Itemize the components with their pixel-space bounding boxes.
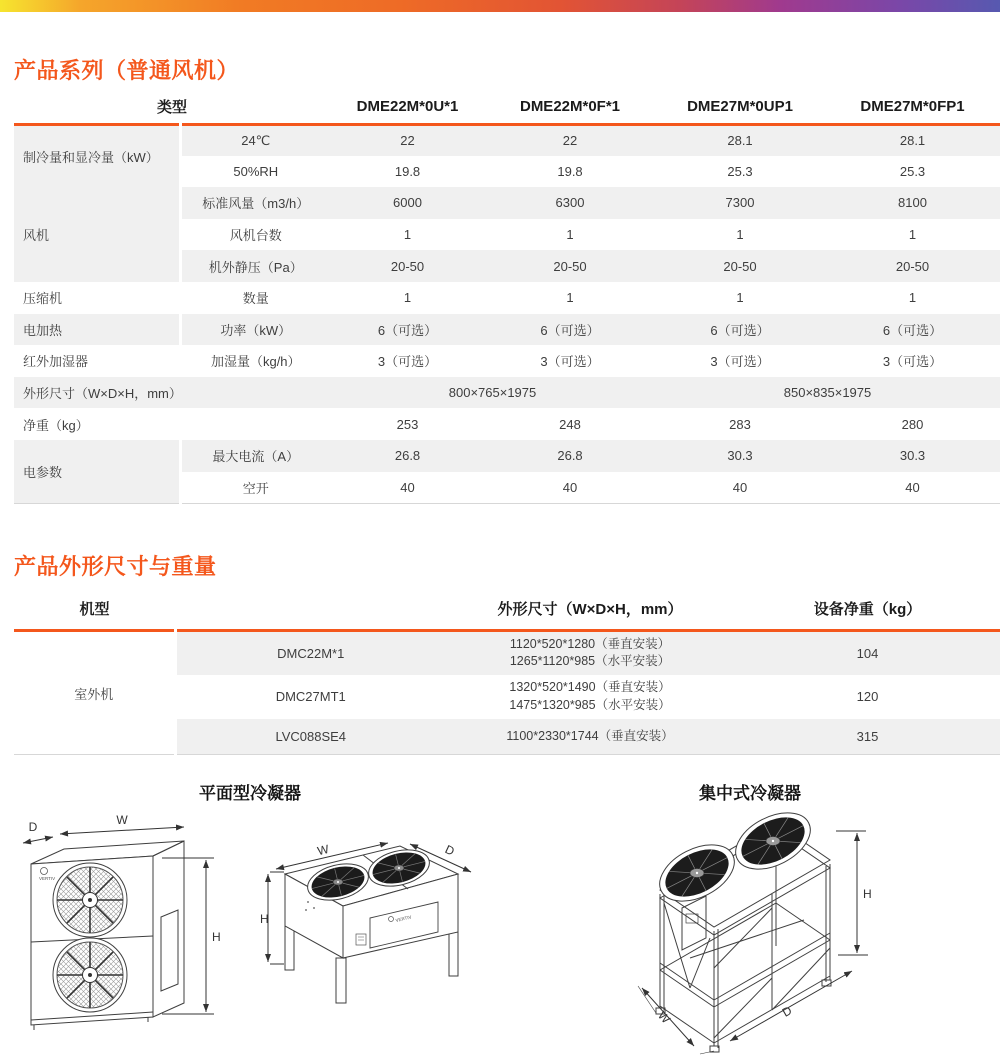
value-cell: 22	[330, 124, 485, 156]
sub-cell: 机外静压（Pa）	[180, 250, 330, 282]
column-header-net-weight: 设备净重（kg）	[813, 601, 922, 619]
value-cell: 40	[400, 479, 415, 495]
value-cell: 1	[566, 290, 574, 306]
value-cell: 30.3	[825, 440, 1000, 472]
model-cell: DMC27MT1	[175, 675, 445, 719]
value-cell: 1	[566, 227, 574, 243]
table-row	[14, 377, 1000, 409]
group-cell: 压缩机	[23, 291, 63, 307]
table-row	[14, 408, 1000, 440]
value-cell: 26.8	[330, 440, 485, 472]
table-row	[14, 124, 1000, 156]
column-header-dimensions: 外形尺寸（W×D×H，mm）	[497, 601, 683, 619]
value-cell: 20-50	[330, 250, 485, 282]
dim-label-h: H	[863, 887, 872, 902]
table-row	[14, 631, 1000, 675]
value-cell: 19.8	[557, 163, 583, 179]
value-cell: 6300	[485, 187, 655, 219]
sub-cell: 加湿量（kg/h）	[180, 345, 330, 377]
value-cell: 3（可选）	[710, 354, 770, 370]
dim-label-d: D	[779, 1003, 795, 1020]
sub-cell: 功率（kW）	[180, 314, 330, 346]
value-cell: 6（可选）	[825, 314, 1000, 346]
weight-cell: 120	[856, 689, 879, 705]
group-cell-outdoor-unit: 室外机	[74, 686, 114, 702]
sub-cell: 风机台数	[180, 219, 330, 251]
value-cell: 6（可选）	[655, 314, 825, 346]
table-row	[14, 282, 1000, 314]
sub-cell: 空开	[180, 472, 330, 504]
value-cell: 28.1	[825, 124, 1000, 156]
group-cell: 风机	[14, 187, 180, 282]
dim-label-w: W	[654, 1008, 673, 1027]
brand-mark: VERTIV	[39, 876, 56, 882]
value-cell: 40	[562, 479, 578, 495]
value-cell: 3（可选）	[882, 354, 943, 370]
dim-line: 1100*2330*1744（垂直安装）	[506, 728, 674, 743]
dims-cell	[445, 631, 735, 675]
value-cell: 40	[732, 479, 748, 495]
flat-condenser-title: 平面型冷凝器	[199, 784, 301, 804]
value-cell: 25.3	[899, 163, 926, 179]
sub-cell: 数量	[180, 282, 330, 314]
value-cell: 1	[908, 290, 917, 306]
value-cell: 6（可选）	[485, 314, 655, 346]
value-cell-span: 800×765×1975	[330, 377, 655, 409]
value-cell: 253	[396, 416, 419, 432]
group-cell: 电加热	[14, 314, 180, 346]
weight-cell: 104	[735, 631, 1000, 675]
dim-line: 1120*520*1280（垂直安装）	[509, 636, 671, 651]
value-cell: 25.3	[727, 163, 753, 179]
svg-text:VERTIV: VERTIV	[395, 914, 412, 924]
section-title-product-series: 产品系列（普通风机）	[14, 58, 240, 83]
value-cell: 1	[736, 290, 744, 306]
column-header-type: 类型	[157, 99, 188, 117]
fan-grille	[53, 938, 127, 1012]
group-cell: 净重（kg）	[23, 417, 89, 433]
group-cell: 电参数	[14, 440, 180, 503]
group-cell: 外形尺寸（W×D×H，mm）	[14, 377, 330, 409]
model-cell: DMC22M*1	[175, 631, 445, 675]
fan-grille	[53, 863, 127, 937]
value-cell: 1	[403, 227, 412, 243]
dim-line: 1320*520*1490（垂直安装）	[509, 680, 671, 695]
technical-drawings-section	[0, 779, 1000, 1056]
dim-label-w: W	[116, 814, 128, 828]
weight-cell: 315	[735, 719, 1000, 755]
dim-label-h: H	[212, 930, 221, 945]
value-cell: 20-50	[825, 250, 1000, 282]
value-cell: 1	[403, 290, 412, 306]
value-cell: 20-50	[485, 250, 655, 282]
flat-condenser-column	[0, 779, 500, 1056]
sub-cell: 标准风量（m3/h）	[180, 187, 330, 219]
dims-cell	[445, 675, 735, 719]
value-cell-span: 850×835×1975	[655, 377, 1000, 409]
value-cell: 1	[908, 227, 917, 243]
value-cell: 3（可选）	[377, 354, 438, 370]
spec-table-header-row	[14, 91, 1000, 124]
central-condenser-column	[500, 779, 1000, 1056]
value-cell: 19.8	[394, 163, 421, 179]
dims-cell	[445, 719, 735, 755]
sub-cell: 最大电流（A）	[180, 440, 330, 472]
table-row	[14, 187, 1000, 219]
column-header-unit-type: 机型	[79, 601, 110, 619]
group-cell: 红外加湿器	[23, 354, 89, 370]
column-header-model-1: DME22M*0U*1	[356, 98, 459, 116]
flat-condenser-front-drawing	[16, 814, 248, 1046]
sub-cell: 50%RH	[180, 156, 330, 188]
fan-top	[726, 808, 819, 881]
value-cell: 22	[485, 124, 655, 156]
table-row	[14, 440, 1000, 472]
value-cell: 8100	[825, 187, 1000, 219]
table-row	[14, 314, 1000, 346]
brand-gradient-bar	[0, 0, 1000, 12]
value-cell: 1	[736, 227, 744, 243]
dim-label-d: D	[442, 842, 457, 859]
value-cell: 248	[559, 416, 581, 432]
dim-line: 1265*1120*985（水平安装）	[509, 654, 671, 669]
value-cell: 30.3	[655, 440, 825, 472]
value-cell: 6000	[330, 187, 485, 219]
column-header-model-2: DME22M*0F*1	[519, 98, 621, 116]
value-cell: 6（可选）	[330, 314, 485, 346]
dim-label-d: D	[28, 820, 38, 835]
value-cell: 20-50	[655, 250, 825, 282]
model-cell: LVC088SE4	[175, 719, 445, 755]
section-title-dimensions-weight: 产品外形尺寸与重量	[14, 553, 217, 579]
dim-label-h: H	[260, 912, 269, 927]
dimensions-table	[14, 589, 1000, 756]
column-header-model-3: DME27M*0UP1	[687, 98, 793, 116]
value-cell: 26.8	[485, 440, 655, 472]
dim-line: 1475*1320*985（水平安装）	[509, 697, 671, 712]
value-cell: 3（可选）	[540, 354, 600, 370]
dim-label-w: W	[316, 842, 331, 859]
table-row	[14, 345, 1000, 377]
value-cell: 28.1	[655, 124, 825, 156]
dimensions-table-header-row	[14, 589, 1000, 631]
flat-condenser-top-drawing	[258, 842, 480, 1019]
value-cell: 7300	[655, 187, 825, 219]
group-cell: 制冷量和显冷量（kW）	[14, 124, 180, 187]
value-cell: 280	[901, 416, 924, 432]
value-cell: 40	[905, 479, 920, 495]
column-header-model-4: DME27M*0FP1	[860, 98, 965, 116]
value-cell: 283	[729, 416, 751, 432]
central-condenser-drawing	[590, 808, 900, 1056]
central-condenser-title: 集中式冷凝器	[699, 784, 801, 804]
spec-table	[14, 91, 1000, 504]
column-header-empty	[175, 589, 445, 631]
sub-cell: 24℃	[180, 124, 330, 156]
